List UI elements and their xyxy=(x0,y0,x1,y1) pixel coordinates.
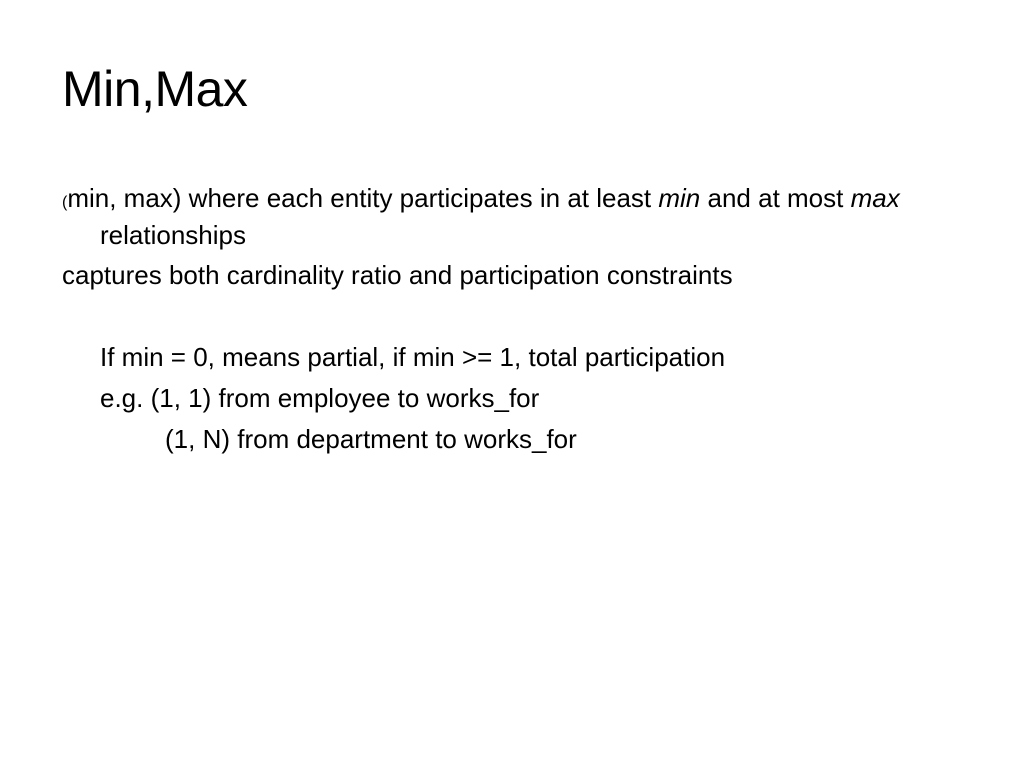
open-paren: ( xyxy=(62,194,68,211)
bullet-text-part3: relationships xyxy=(100,220,246,250)
bullet-text-part1: min, max) where each entity participates in at least xyxy=(67,183,659,213)
sub-line-partial-total: If min = 0, means partial, if min >= 1, total participation xyxy=(100,342,726,372)
bullet-min-max-definition xyxy=(62,182,962,251)
bullet-max-italic: max xyxy=(850,183,900,213)
spacer xyxy=(62,291,962,341)
bullet-text-part2: and at most xyxy=(700,183,851,213)
slide-title: Min,Max xyxy=(62,61,248,117)
sub-line-department-example: (1, N) from department to works_for xyxy=(165,424,577,454)
bullet-captures-constraints: captures both cardinality ratio and participation constraints xyxy=(62,260,733,290)
slide-content xyxy=(62,182,962,455)
sub-line-employee-example: e.g. (1, 1) from employee to works_for xyxy=(100,383,540,413)
bullet-min-italic: min xyxy=(658,183,701,213)
